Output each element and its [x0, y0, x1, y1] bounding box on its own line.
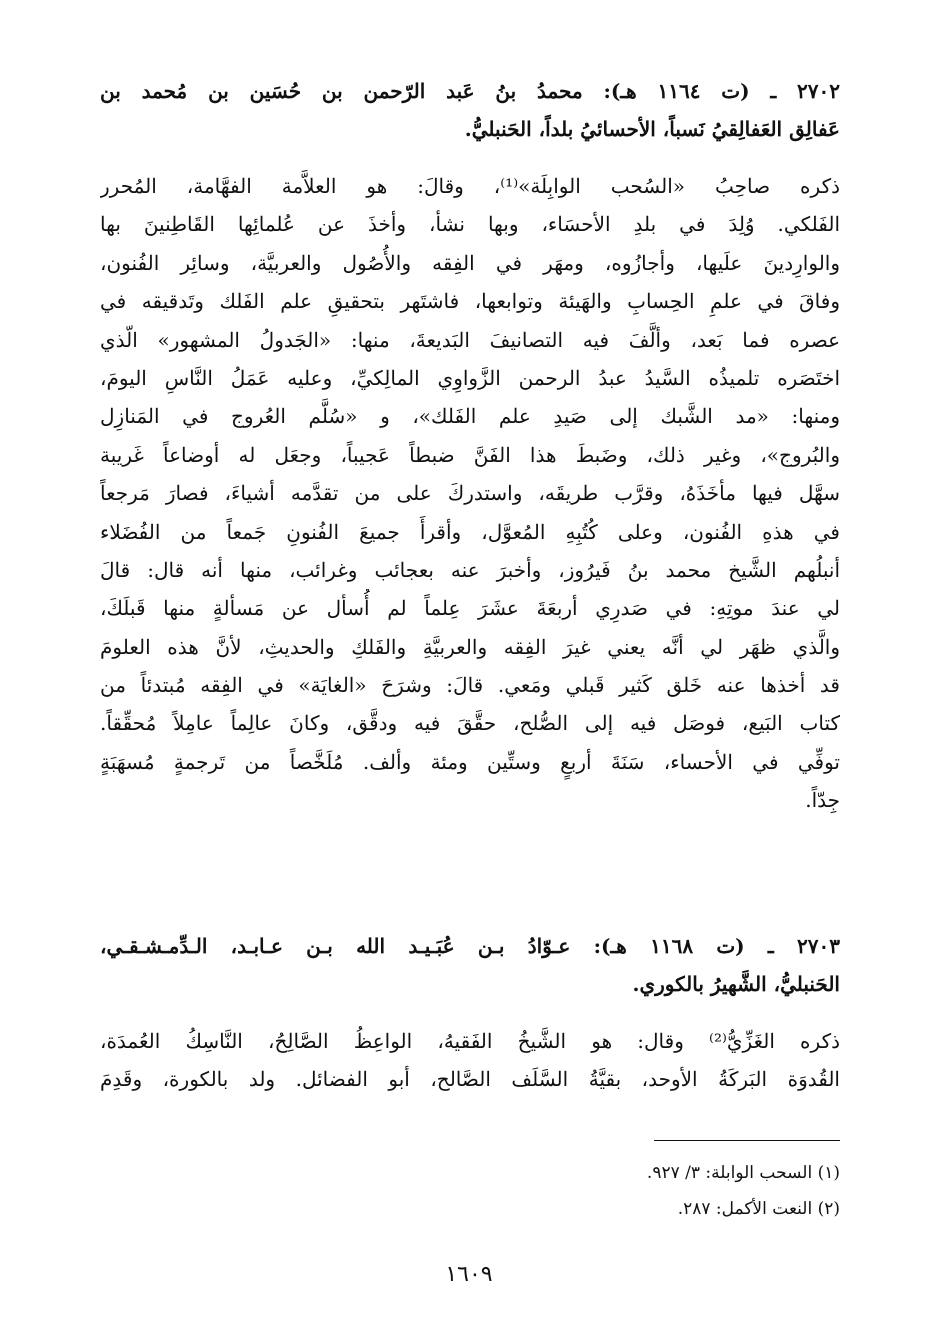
body-line: اختَصَره تلميذُه السَّيدُ عبدُ الرحمن الزَّواوِي المالِكيِّ، وعليه عَمَلُ النَّاسِ اليومَ،	[100, 365, 840, 390]
entry-2702-body	[100, 167, 840, 820]
body-line: عصره فما بَعد، وألَّفَ فيه التصانيفَ البَديعةَ، منها: «الجَدولُ المشهور» الّذي	[100, 327, 840, 352]
body-line: ذكره صاحِبُ «السُحب الوابِلَة»⁽¹⁾، وقالَ: هو العلاَّمة الفهَّامة، المُحرر	[100, 174, 840, 198]
heading-line: ٢٧٠٣ ـ (ت ١١٦٨ هـ): عـوّادُ بـن عُبَـيـد الله بـن عـابـد، الـدِّمـشـقـي،	[100, 934, 840, 958]
page-number: ١٦٠٩	[445, 1262, 493, 1287]
body-line: في هذهِ الفُنون، وعلى كُتُبِهِ المُعوَّل، وأقرأَ جميعَ الفُنونِ جَمعاً من الفُضَلاء	[100, 519, 840, 544]
entry-2702-heading	[100, 72, 840, 149]
body-line: أنبلُهم الشَّيخ محمد بنُ فَيرُوز، وأخبرَ عنه بعجائب وغرائب، منها أنه قال: قالَ	[100, 557, 840, 582]
entry-2703-body	[100, 1022, 840, 1099]
heading-line: عَفالِق العَفالِقيُ نَسباً، الأحسائيُ بلداً، الحَنبليُّ.	[464, 117, 840, 142]
body-line: ومنها: «مد الشَّبك إلى صَيدِ علم الفَلك»، و «سُلَّم العُروج في المَنازِل	[100, 404, 840, 429]
body-line: القُدوَة البَركَةُ الأوحد، بقيَّةُ السَّلَف الصَّالح، أبو الفضائل. ولد بالكورة، وقَدِمَ	[100, 1067, 840, 1092]
footnote-separator	[654, 1140, 840, 1141]
body-line: كتاب البَيع، فوصَل فيه إلى الصُّلح، حقَّقَ فيه ودقَّق، وكانَ عالِماً عامِلاً مُحقِّقاً.	[100, 711, 840, 736]
entry-2703-heading	[100, 927, 840, 1004]
body-line: سهَّل فيها مأخَذَهُ، وقرَّب طريقَه، واستدركَ على من تقدَّمه أشياءَ، فصارَ مَرجعاً	[100, 481, 840, 506]
heading-line: الحَنبليُّ، الشَّهيرُ بالكوري.	[632, 972, 840, 997]
body-line: والوارِدينَ علَيها، وأجازُوه، ومهَر في الفِقه والأُصُول والعربيَّة، وسائِر الفُنون،	[100, 250, 840, 275]
body-line: الفَلكي. وُلِدَ في بلدِ الأحسَاء، وبها نشأ، وأخذَ عن عُلمائِها القَاطِنينَ بها	[100, 212, 840, 237]
body-line: لي عندَ موتِهِ: في صَدرِي أربعَةَ عشَرَ عِلماً لم أُسأل عن مَسألةٍ منها قَبلَكَ،	[100, 596, 840, 621]
body-line: والَّذي ظهَر لي أنَّه يعني غيرَ الفِقه والعربيَّةِ والفَلكِ والحديثِ، لأنَّ هذه العلومَ	[100, 634, 840, 659]
body-line: توفِّي في الأحساء، سَنَةَ أربعٍ وستِّين ومئة وألف. مُلَخَّصاً من تَرجمةٍ مُسهَبَةٍ	[100, 749, 840, 774]
body-line: قد أخذها عنه خَلق كَثير قَبلي ومَعي. قالَ: وشرَحَ «الغايَة» في الفِقه مُبتدئاً من	[100, 673, 840, 698]
footnotes	[100, 1155, 840, 1227]
footnote: (١) السحب الوابلة: ٣/ ٩٢٧.	[646, 1163, 840, 1183]
body-line: وفاقَ في علمِ الحِسابِ والهَيئة وتوابعها، فاشتَهر بتحقيقِ علم الفَلك وتَدقيقه في	[100, 289, 840, 314]
heading-line: ٢٧٠٢ ـ (ت ١١٦٤ هـ): محمدُ بنُ عَبد الرّحمن بن حُسَين بن مُحمد بن	[100, 79, 840, 103]
body-line: والبُروج»، وغير ذلك، وضَبطَ هذا الفَنَّ ضبطاً عَجيباً، وجعَل له أوضاعاً غَريبة	[100, 442, 840, 467]
body-line: ذكره الغَزِّيُّ⁽²⁾ وقال: هو الشَّيخُ الفَقيهُ، الواعِظُ الصَّالِحُ، النَّاسِكُ العُمدَة،	[100, 1029, 840, 1053]
body-line: جِدّاً.	[805, 788, 840, 813]
footnote: (٢) النعت الأكمل: ٢٨٧.	[677, 1199, 840, 1219]
